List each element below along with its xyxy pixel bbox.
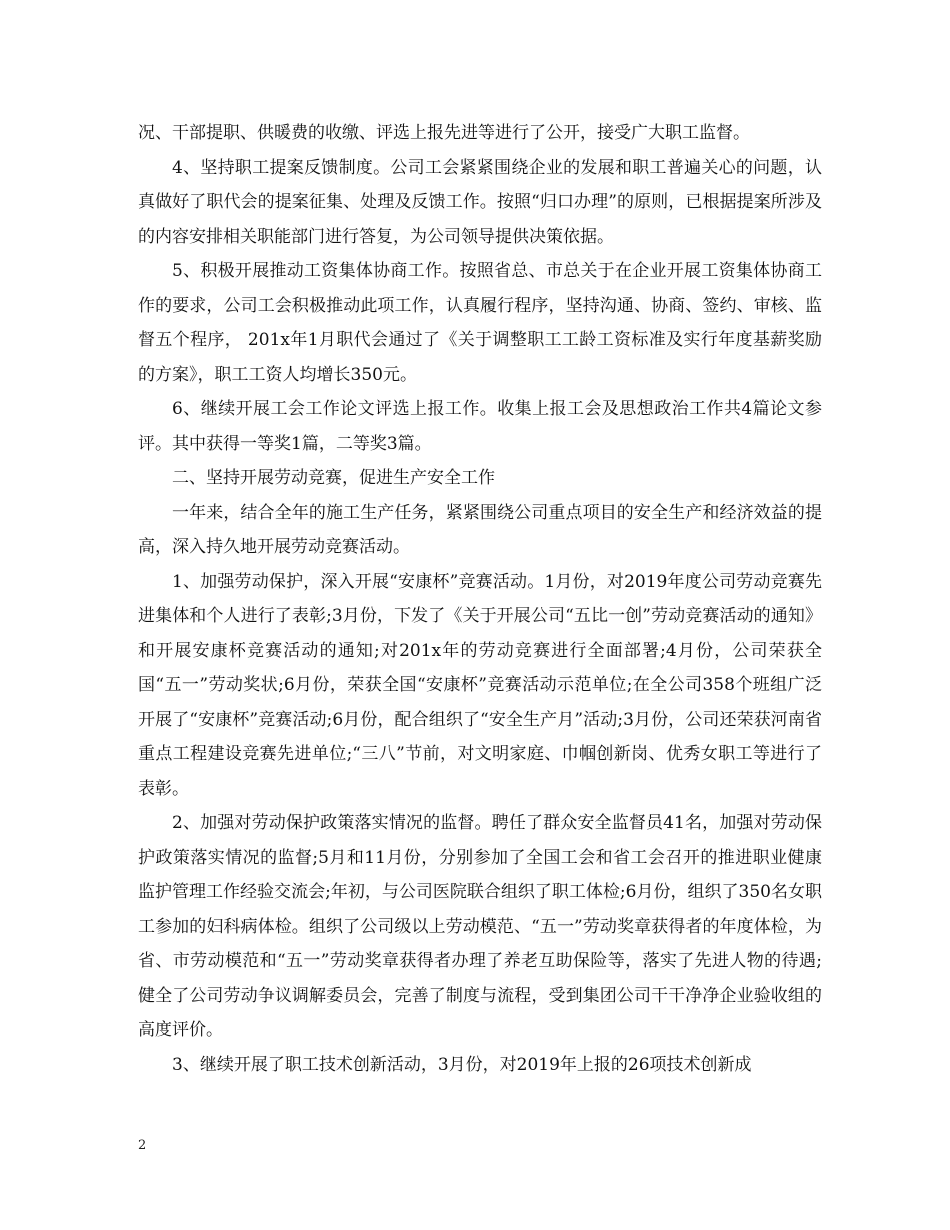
paragraph-item-4: 4、坚持职工提案反馈制度。公司工会紧紧围绕企业的发展和职工普遍关心的问题，认真做好了职代会的提案征集、处理及反馈工作。按照“归口办理”的原则，已根据提案所涉及的内容安排相关职能部门进行答复，为公司领导提供决策依据。: [138, 157, 822, 247]
section-heading: 二、坚持开展劳动竞赛，促进生产安全工作: [172, 468, 495, 488]
paragraph-item-3: 3、继续开展了职工技术创新活动，3月份，对2019年上报的26项技术创新成: [172, 1054, 752, 1075]
page-number: 2: [138, 1138, 147, 1153]
paragraph-item-1: 1、加强劳动保护，深入开展“安康杯”竞赛活动。1月份，对2019年度公司劳动竞赛先进集体和个人进行了表彰;3月份，下发了《关于开展公司“五比一创”劳动竞赛活动的通知》和开展安康杯竞赛活动的通知;对201x年的劳动竞赛进行全面部署;4月份，公司荣获全国“五一”劳动奖状;6月份，荣获全国“安康杯”竞赛活动示范单位;在全公司358个班组广泛开展了“安康杯”竞赛活动;6月份，配合组织了“安全生产月”活动;3月份，公司还荣获河南省重点工程建设竞赛先进单位;“三八”节前，对文明家庭、巾帼创新岗、优秀女职工等进行了表彰。: [138, 571, 822, 799]
paragraph-continuation: 况、干部提职、供暖费的收缴、评选上报先进等进行了公开，接受广大职工监督。: [138, 123, 750, 143]
paragraph-item-2: 2、加强对劳动保护政策落实情况的监督。聘任了群众安全监督员41名，加强对劳动保护政策落实情况的监督;5月和11月份，分别参加了全国工会和省工会召开的推进职业健康监护管理工作经验交流会;年初，与公司医院联合组织了职工体检;6月份，组织了350名女职工参加的妇科病体检。组织了公司级以上劳动模范、“五一”劳动奖章获得者的年度体检，为省、市劳动模范和“五一”劳动奖章获得者办理了养老互助保险等，落实了先进人物的待遇;健全了公司劳动争议调解委员会，完善了制度与流程，受到集团公司干干净净企业验收组的高度评价。: [138, 813, 822, 1040]
paragraph-item-5: 5、积极开展推动工资集体协商工作。按照省总、市总关于在企业开展工资集体协商工作的要求，公司工会积极推动此项工作，认真履行程序，坚持沟通、协商、签约、审核、监督五个程序， 201x年1月职代会通过了《关于调整职工工龄工资标准及实行年度基薪奖励的方案》，职工工资人均增长350元。: [138, 261, 822, 385]
paragraph-item-6: 6、继续开展工会工作论文评选上报工作。收集上报工会及思想政治工作共4篇论文参评。其中获得一等奖1篇，二等奖3篇。: [138, 399, 822, 454]
section-intro-paragraph: 一年来，结合全年的施工生产任务，紧紧围绕公司重点项目的安全生产和经济效益的提高，深入持久地开展劳动竞赛活动。: [138, 502, 822, 557]
document-body: [138, 116, 822, 1082]
